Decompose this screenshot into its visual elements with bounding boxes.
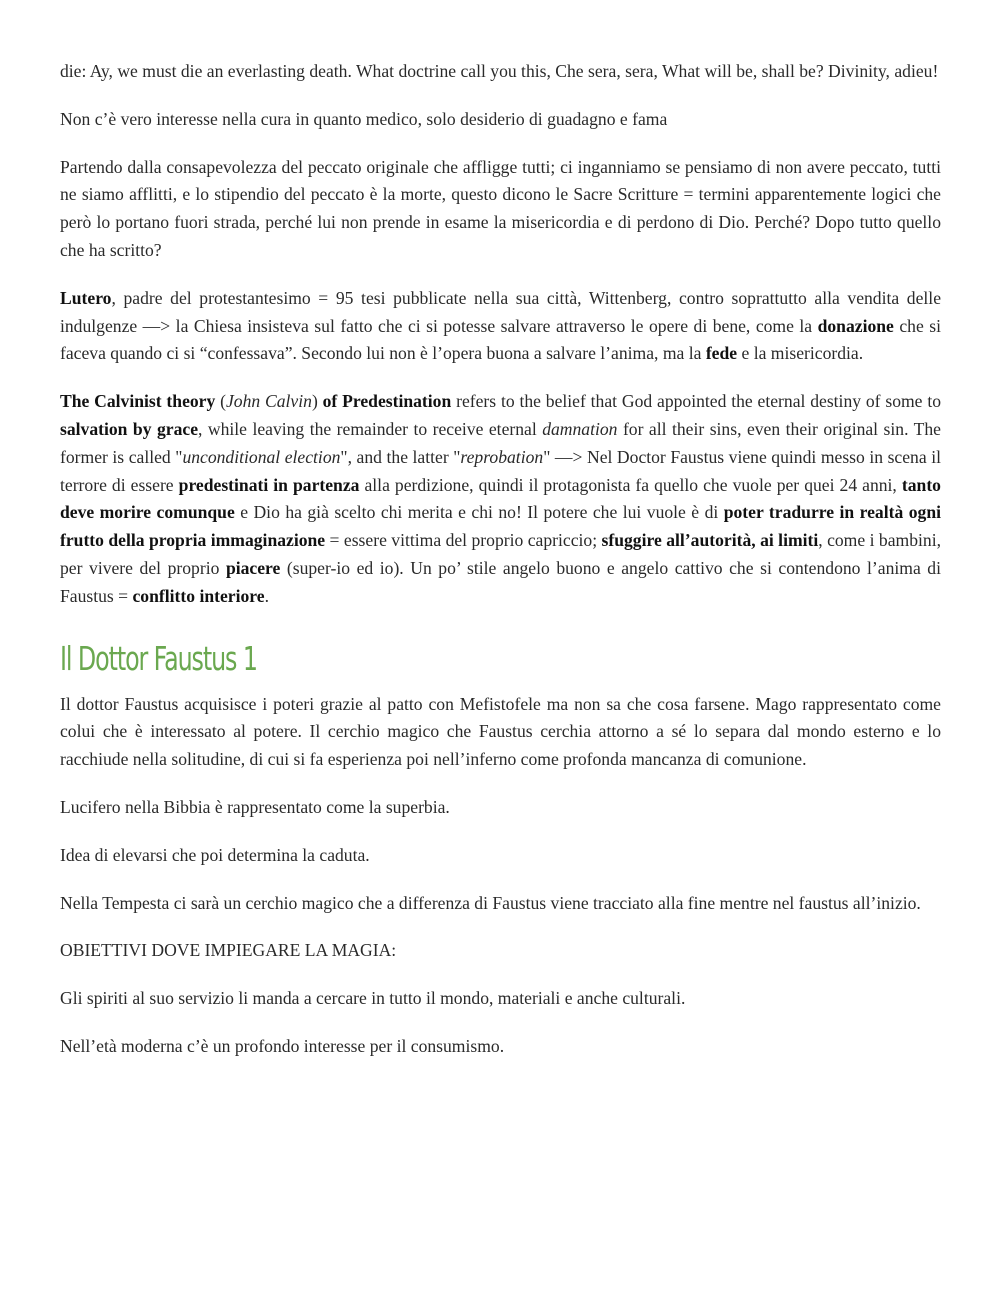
bold-term: predestinati in partenza — [178, 474, 360, 495]
paragraph-text: Idea di elevarsi che poi determina la caduta. — [60, 844, 370, 865]
paragraph-text: alla perdizione, quindi il protagonista fa quello che vuole per quei 24 anni, — [359, 474, 902, 495]
paragraph-text: . — [264, 585, 269, 606]
italic-term: John Calvin — [225, 391, 312, 412]
paragraph-text: Nell’età moderna c’è un profondo interesse per il consumismo. — [60, 1035, 505, 1056]
paragraph-faustus-poteri — [60, 691, 941, 774]
paragraph-peccato — [60, 154, 941, 265]
paragraph-tempesta — [60, 890, 941, 918]
bold-term: sfuggire all’autorità, ai limiti — [601, 530, 819, 551]
bold-term: fede — [705, 343, 738, 364]
bold-term: salvation by grace — [60, 418, 199, 439]
paragraph-text: , come i bambini, per vivere del proprio — [60, 530, 941, 578]
paragraph-text: che si faceva quando ci si “confessava”. Secondo lui non è l’opera buona a salvare l’anima, ma la — [60, 315, 941, 364]
paragraph-text: = essere vittima del proprio capriccio; — [325, 530, 602, 551]
bold-term: The Calvinist theory — [60, 391, 216, 412]
paragraph-text: die: Ay, we must die an everlasting death. What doctrine call you this, Che sera, sera, What will be, shall be? Divinity, adieu! — [60, 61, 939, 81]
paragraph-text: Lucifero nella Bibbia è rappresentato come la superbia. — [60, 796, 450, 817]
paragraph-lutero — [60, 285, 941, 368]
paragraph-obiettivi — [60, 937, 941, 965]
paragraph-text: " —> Nel Doctor Faustus viene quindi messo in scena il terrore di essere — [60, 446, 941, 495]
bold-term: tanto deve morire comunque — [60, 474, 941, 523]
paragraph-text: ( — [215, 391, 226, 412]
paragraph-text: , while leaving the remainder to receive eternal — [198, 418, 543, 439]
paragraph-text: ) — [311, 391, 323, 412]
bold-term: donazione — [817, 315, 894, 336]
bold-term: of Predestination — [322, 391, 452, 412]
paragraph-text: e Dio ha già scelto chi merita e chi no! Il potere che lui vuole è di — [234, 502, 724, 523]
paragraph-text: , padre del protestantesimo = 95 tesi pubblicate nella sua città, Wittenberg, contro soprattutto alla vendita delle indulgenze —> la Chiesa insisteva sul fatto che ci si potesse salvare attraverso le opere di bene, come la — [60, 287, 941, 336]
document-page — [60, 58, 941, 1081]
paragraph-medico — [60, 106, 941, 134]
paragraph-text: for all their sins, even their original sin. The former is called " — [60, 418, 941, 467]
bold-term: Lutero — [60, 287, 112, 308]
paragraph-text: (super-io ed io). Un po’ stile angelo buono e angelo cattivo che si contendono l’anima di Faustus = — [60, 557, 941, 606]
paragraph-caduta — [60, 842, 941, 870]
bold-term: piacere — [225, 557, 281, 578]
italic-term: reprobation — [460, 446, 544, 467]
paragraph-text: Non c’è vero interesse nella cura in quanto medico, solo desiderio di guadagno e fama — [60, 108, 668, 129]
paragraph-calvinist — [60, 388, 941, 610]
paragraph-text: OBIETTIVI DOVE IMPIEGARE LA MAGIA: — [60, 940, 397, 961]
italic-term: unconditional election — [182, 446, 341, 467]
paragraph-text: Partendo dalla consapevolezza del peccato originale che affligge tutti; ci inganniamo se pensiamo di non avere peccato, tutti ne siamo afflitti, e lo stipendio del peccato è la morte, questo dicono le Sacre Scritture = termini apparentemente logici che però lo portano fuori strada, perché lui non prende in esame la misericordia e di perdono di Dio. Perché? Dopo tutto quello che ha scritto? — [60, 156, 941, 260]
paragraph-text: Il dottor Faustus acquisisce i poteri grazie al patto con Mefistofele ma non sa che cosa farsene. Mago rappresentato come colui che è interessato al potere. Il cerchio magico che Faustus cerchia attorno a sé lo separa dal mondo esterno e lo racchiude nella solitudine, di cui si fa esperienza poi nell’inferno come profonda mancanza di comunione. — [60, 693, 941, 770]
bold-term: poter tradurre in realtà ogni frutto della propria immaginazione — [60, 502, 941, 551]
section-heading: Il Dottor Faustus 1 — [60, 638, 257, 678]
paragraph-lucifero — [60, 794, 941, 822]
paragraph-consumismo — [60, 1033, 941, 1061]
italic-term: damnation — [542, 418, 618, 439]
paragraph-text: Nella Tempesta ci sarà un cerchio magico che a differenza di Faustus viene tracciato alla fine mentre nel faustus all’inizio. — [60, 892, 921, 913]
paragraph-text: ", and the latter " — [340, 446, 461, 467]
paragraph-spiriti — [60, 985, 941, 1013]
paragraph-text: e la misericordia. — [737, 343, 864, 364]
paragraph-text: refers to the belief that God appointed the eternal destiny of some to — [451, 391, 941, 412]
bold-term: conflitto interiore — [132, 585, 265, 606]
paragraph-text: Gli spiriti al suo servizio li manda a cercare in tutto il mondo, materiali e anche culturali. — [60, 988, 686, 1009]
paragraph-quote — [60, 58, 941, 86]
